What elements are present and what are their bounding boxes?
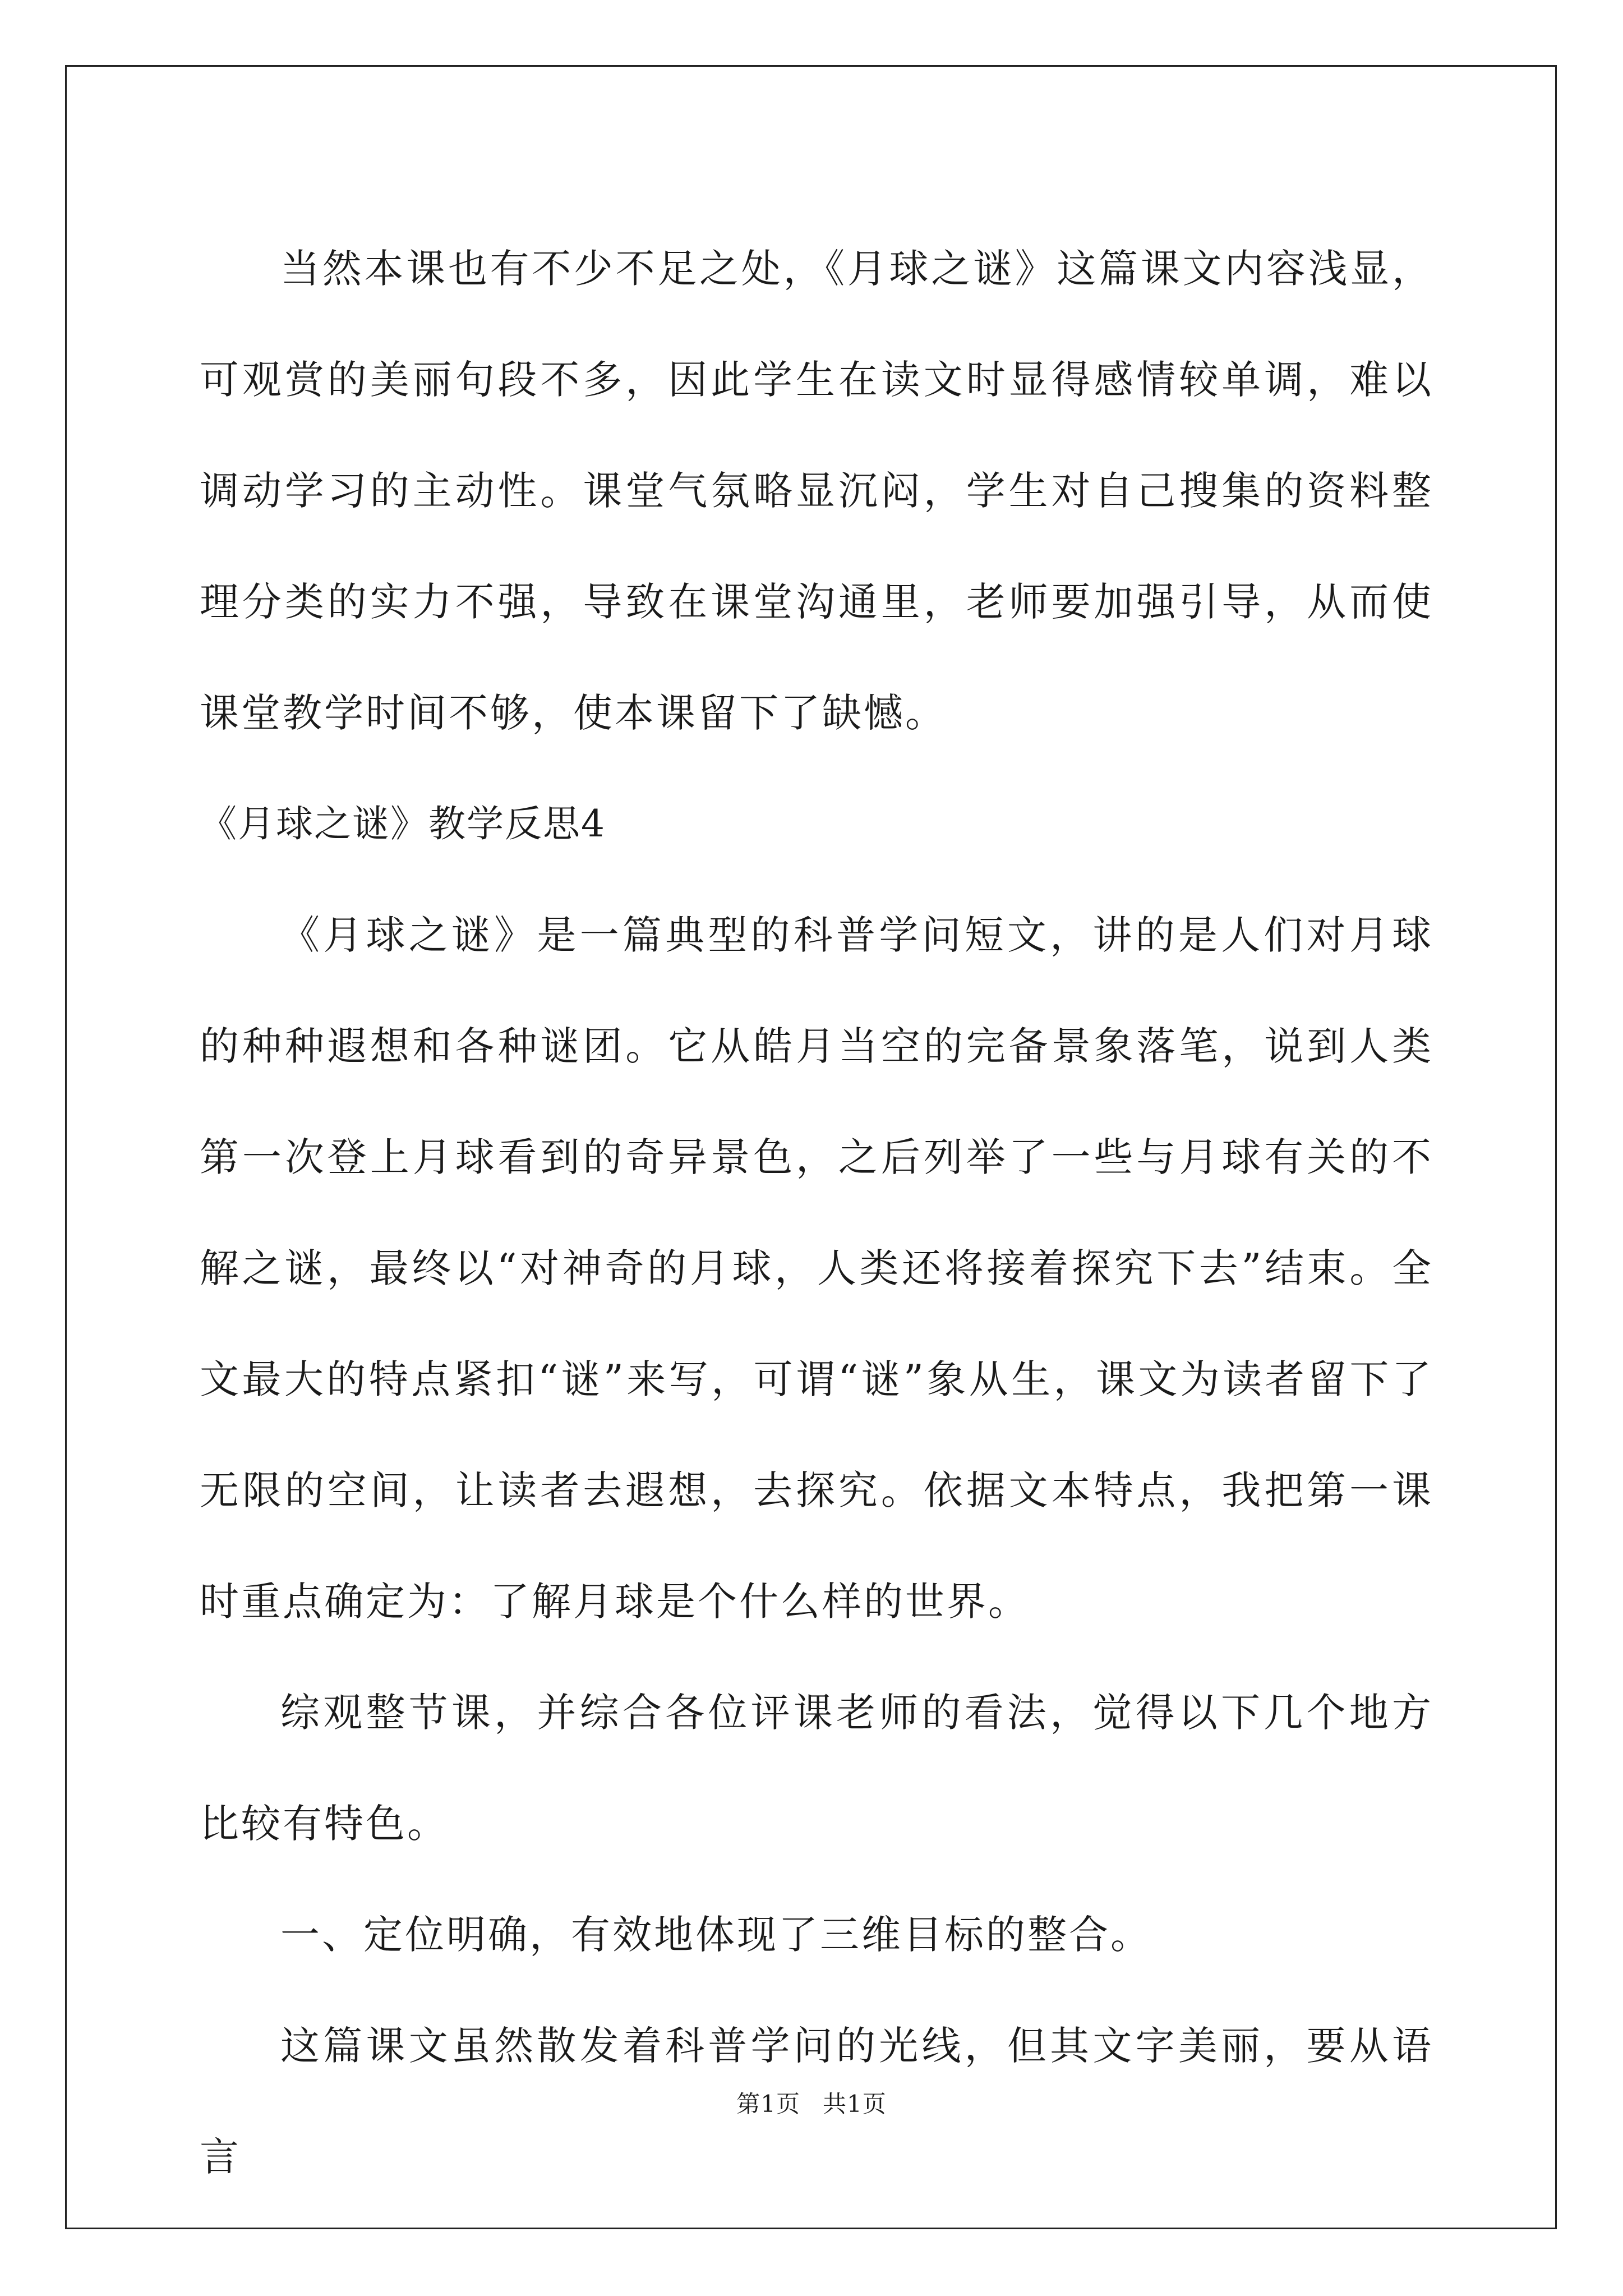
paragraph: 当然本课也有不少不足之处，《月球之谜》这篇课文内容浅显，可观赏的美丽句段不多，因此学生在读文时显得感情较单调，难以调动学习的主动性。课堂气氛略显沉闷，学生对自己搜集的资料整理分类的实力不强，导致在课堂沟通里，老师要加强引导，从而使课堂教学时间不够，使本课留下了缺憾。: [200, 246, 1433, 736]
document-body: [200, 213, 1433, 2212]
paragraph: 《月球之谜》是一篇典型的科普学问短文，讲的是人们对月球的种种遐想和各种谜团。它从皓月当空的完备景象落笔，说到人类第一次登上月球看到的奇异景色，之后列举了一些与月球有关的不解之谜，最终以“对神奇的月球，人类还将接着探究下去”结束。全文最大的特点紧扣“谜”来写，可谓“谜”象从生，课文为读者留下了无限的空间，让读者去遐想，去探究。依据文本特点，我把第一课时重点确定为：了解月球是个什么样的世界。: [200, 912, 1433, 1625]
paragraph: 一、定位明确，有效地体现了三维目标的整合。: [280, 1912, 1152, 1958]
page-total: 共1页: [823, 2090, 887, 2118]
section-heading: 《月球之谜》教学反思4: [200, 802, 606, 845]
page-number: 第1页: [736, 2090, 800, 2118]
page-footer: [0, 2086, 1623, 2119]
paragraph: 综观整节课，并综合各位评课老师的看法，觉得以下几个地方比较有特色。: [200, 1690, 1433, 1847]
paragraph: 这篇课文虽然散发着科普学问的光线，但其文字美丽，要从语言: [200, 2023, 1433, 2180]
